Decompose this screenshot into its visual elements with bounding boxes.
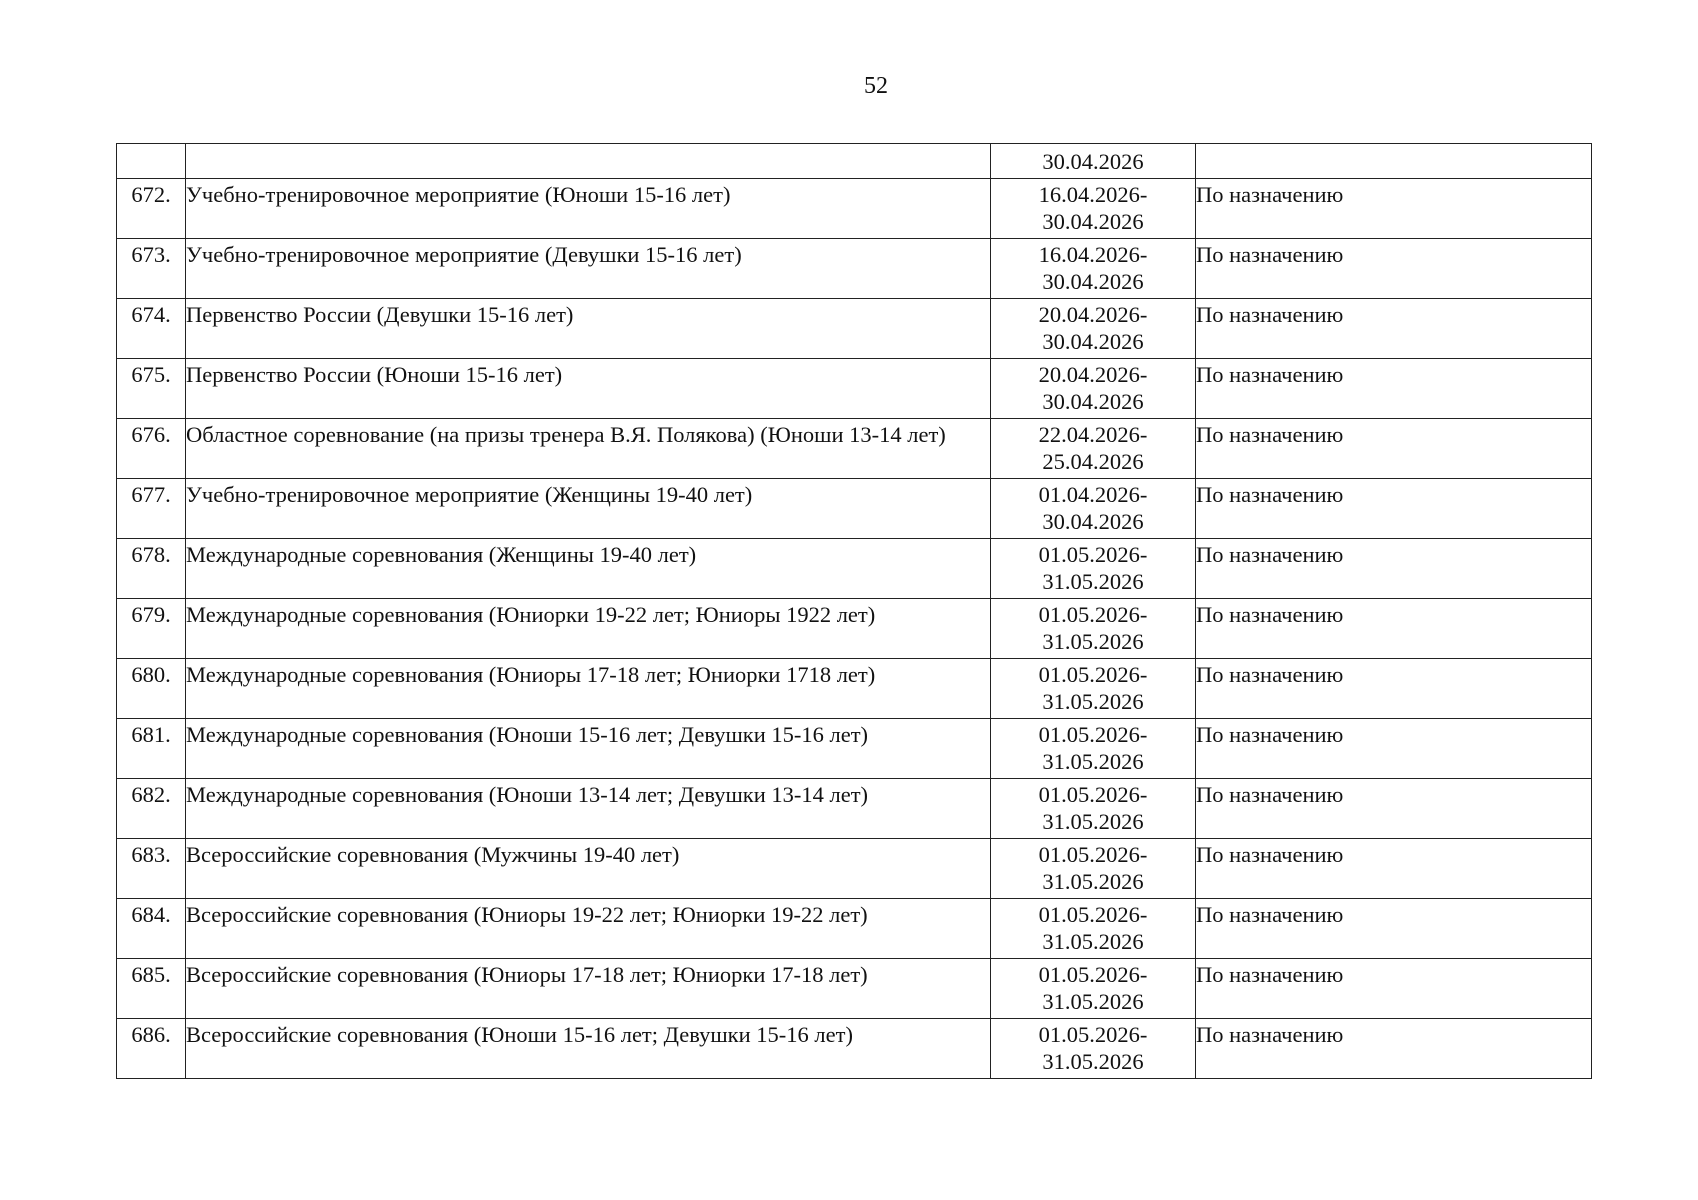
date-start: 01.04.2026- <box>1038 482 1148 507</box>
row-number: 676. <box>117 419 186 479</box>
date-start: 16.04.2026- <box>1038 182 1148 207</box>
event-name: Всероссийские соревнования (Мужчины 19-40 лет) <box>186 839 991 899</box>
date-end: 31.05.2026 <box>1042 1049 1144 1074</box>
table-row <box>117 239 1592 299</box>
event-name: Всероссийские соревнования (Юниоры 19-22 лет; Юниорки 19-22 лет) <box>186 899 991 959</box>
table-row <box>117 179 1592 239</box>
event-place: По назначению <box>1196 959 1592 1019</box>
date-end: 31.05.2026 <box>1042 929 1144 954</box>
event-place: По назначению <box>1196 779 1592 839</box>
row-number: 680. <box>117 659 186 719</box>
continuation-name-cell <box>186 144 991 179</box>
event-name: Учебно-тренировочное мероприятие (Девушки 15-16 лет) <box>186 239 991 299</box>
date-start: 01.05.2026- <box>1038 782 1148 807</box>
row-number: 673. <box>117 239 186 299</box>
event-place: По назначению <box>1196 419 1592 479</box>
date-start: 20.04.2026- <box>1038 302 1148 327</box>
date-start: 22.04.2026- <box>1038 422 1148 447</box>
date-start: 01.05.2026- <box>1038 842 1148 867</box>
date-end: 30.04.2026 <box>1042 149 1144 174</box>
event-dates <box>991 479 1196 539</box>
events-table-body <box>117 144 1592 1079</box>
event-dates <box>991 959 1196 1019</box>
date-start: 01.05.2026- <box>1038 962 1148 987</box>
event-name: Международные соревнования (Юниорки 19-22 лет; Юниоры 1922 лет) <box>186 599 991 659</box>
date-end: 30.04.2026 <box>1042 389 1144 414</box>
page-number: 52 <box>864 73 888 99</box>
event-name: Учебно-тренировочное мероприятие (Юноши 15-16 лет) <box>186 179 991 239</box>
date-end: 30.04.2026 <box>1042 269 1144 294</box>
event-name: Учебно-тренировочное мероприятие (Женщины 19-40 лет) <box>186 479 991 539</box>
event-place: По назначению <box>1196 839 1592 899</box>
row-number: 672. <box>117 179 186 239</box>
date-end: 30.04.2026 <box>1042 509 1144 534</box>
event-name: Международные соревнования (Юноши 15-16 лет; Девушки 15-16 лет) <box>186 719 991 779</box>
table-row <box>117 419 1592 479</box>
row-number: 685. <box>117 959 186 1019</box>
event-dates <box>991 299 1196 359</box>
event-place: По назначению <box>1196 599 1592 659</box>
table-row <box>117 959 1592 1019</box>
date-end: 31.05.2026 <box>1042 749 1144 774</box>
date-start: 01.05.2026- <box>1038 902 1148 927</box>
event-dates <box>991 239 1196 299</box>
event-name: Всероссийские соревнования (Юниоры 17-18 лет; Юниорки 17-18 лет) <box>186 959 991 1019</box>
continuation-row <box>117 144 1592 179</box>
date-start: 01.05.2026- <box>1038 722 1148 747</box>
date-end: 31.05.2026 <box>1042 569 1144 594</box>
event-name: Первенство России (Девушки 15-16 лет) <box>186 299 991 359</box>
row-number: 674. <box>117 299 186 359</box>
table-row <box>117 299 1592 359</box>
event-dates <box>991 179 1196 239</box>
date-end: 31.05.2026 <box>1042 989 1144 1014</box>
date-start: 16.04.2026- <box>1038 242 1148 267</box>
continuation-num-cell <box>117 144 186 179</box>
date-end: 25.04.2026 <box>1042 449 1144 474</box>
row-number: 675. <box>117 359 186 419</box>
table-row <box>117 479 1592 539</box>
event-name: Международные соревнования (Юноши 13-14 лет; Девушки 13-14 лет) <box>186 779 991 839</box>
event-dates <box>991 1019 1196 1079</box>
row-number: 679. <box>117 599 186 659</box>
date-end: 30.04.2026 <box>1042 329 1144 354</box>
event-dates <box>991 839 1196 899</box>
event-dates <box>991 899 1196 959</box>
event-place: По назначению <box>1196 719 1592 779</box>
date-start: 20.04.2026- <box>1038 362 1148 387</box>
continuation-place-cell <box>1196 144 1592 179</box>
event-dates <box>991 599 1196 659</box>
event-place: По назначению <box>1196 479 1592 539</box>
table-row <box>117 719 1592 779</box>
row-number: 683. <box>117 839 186 899</box>
row-number: 678. <box>117 539 186 599</box>
table-row <box>117 659 1592 719</box>
event-dates <box>991 419 1196 479</box>
event-name: Международные соревнования (Юниоры 17-18 лет; Юниорки 1718 лет) <box>186 659 991 719</box>
table-row <box>117 599 1592 659</box>
table-row <box>117 539 1592 599</box>
event-place: По назначению <box>1196 179 1592 239</box>
event-dates <box>991 719 1196 779</box>
table-row <box>117 899 1592 959</box>
event-place: По назначению <box>1196 899 1592 959</box>
event-place: По назначению <box>1196 659 1592 719</box>
row-number: 684. <box>117 899 186 959</box>
event-place: По назначению <box>1196 539 1592 599</box>
date-end: 31.05.2026 <box>1042 629 1144 654</box>
date-end: 30.04.2026 <box>1042 209 1144 234</box>
date-start: 01.05.2026- <box>1038 602 1148 627</box>
event-place: По назначению <box>1196 239 1592 299</box>
event-place: По назначению <box>1196 359 1592 419</box>
date-start: 01.05.2026- <box>1038 662 1148 687</box>
event-name: Первенство России (Юноши 15-16 лет) <box>186 359 991 419</box>
table-row <box>117 839 1592 899</box>
row-number: 681. <box>117 719 186 779</box>
table-row <box>117 359 1592 419</box>
date-start: 01.05.2026- <box>1038 1022 1148 1047</box>
event-dates <box>991 539 1196 599</box>
event-place: По назначению <box>1196 299 1592 359</box>
date-start: 01.05.2026- <box>1038 542 1148 567</box>
event-place: По назначению <box>1196 1019 1592 1079</box>
event-dates <box>991 779 1196 839</box>
row-number: 677. <box>117 479 186 539</box>
table-row <box>117 779 1592 839</box>
row-number: 686. <box>117 1019 186 1079</box>
event-name: Международные соревнования (Женщины 19-40 лет) <box>186 539 991 599</box>
event-dates <box>991 359 1196 419</box>
continuation-date-cell <box>991 144 1196 179</box>
event-dates <box>991 659 1196 719</box>
events-table <box>116 143 1592 1079</box>
date-end: 31.05.2026 <box>1042 869 1144 894</box>
event-name: Областное соревнование (на призы тренера В.Я. Полякова) (Юноши 13-14 лет) <box>186 419 991 479</box>
date-end: 31.05.2026 <box>1042 689 1144 714</box>
table-row <box>117 1019 1592 1079</box>
row-number: 682. <box>117 779 186 839</box>
event-name: Всероссийские соревнования (Юноши 15-16 лет; Девушки 15-16 лет) <box>186 1019 991 1079</box>
date-end: 31.05.2026 <box>1042 809 1144 834</box>
